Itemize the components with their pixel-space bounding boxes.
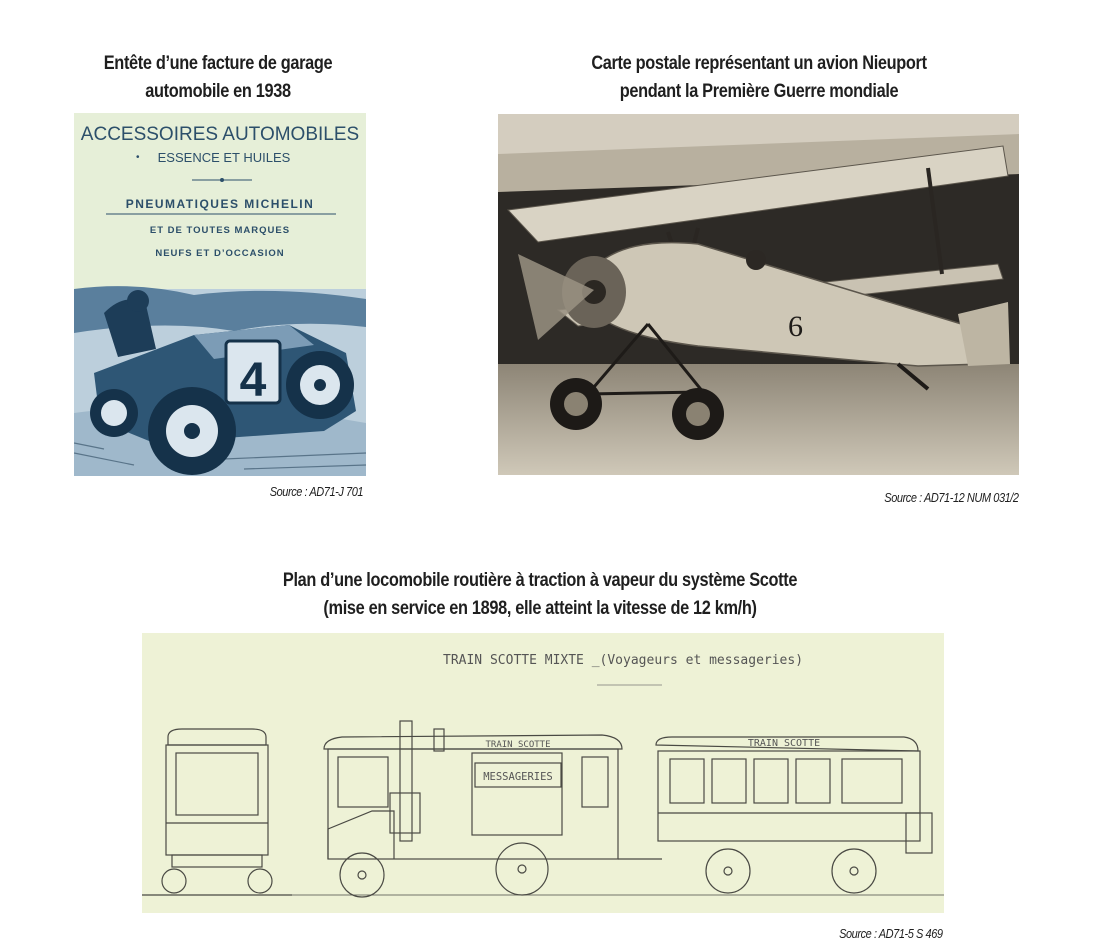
passenger-car-drawing [656,737,932,893]
locomotive-sign: TRAIN SCOTTE [485,740,551,750]
figure-2-caption-line-1: Carte postale représentant un avion Nieuport [591,53,927,74]
figure-1-source: Source : AD71-J 701 [269,485,363,499]
race-car-illustration [74,286,366,476]
nieuport-postcard-image [498,114,1019,475]
rear-view-drawing [142,729,292,895]
figure-2-caption-line-2: pendant la Première Guerre mondiale [619,81,899,102]
bullet-mark: • [136,152,140,163]
scotte-train-plan-image [142,633,944,913]
figure-3-caption [213,567,867,623]
car-sign: TRAIN SCOTTE [747,738,821,749]
figure-3-caption-line-2: (mise en service en 1898, elle atteint la vitesse de 12 km/h) [323,598,757,619]
header-line-3: PNEUMATIQUES MICHELIN [125,197,315,211]
header-line-2: ESSENCE ET HUILES [157,150,291,165]
figure-1-caption-line-1: Entête d’une facture de garage [103,53,333,74]
header-line-1: ACCESSOIRES AUTOMOBILES [80,124,360,145]
figure-1-caption-line-2: automobile en 1938 [145,81,291,102]
figure-2-caption [541,50,976,106]
figure-1-caption [80,50,355,106]
locomotive-panel-label: MESSAGERIES [483,771,553,783]
header-line-4: ET DE TOUTES MARQUES [149,225,291,236]
figure-3-source: Source : AD71-5 S 469 [839,927,943,941]
header-line-5: NEUFS ET D’OCCASION [155,248,285,259]
plane-number: 6 [788,310,803,343]
car-number: 4 [239,354,267,407]
plan-title: TRAIN SCOTTE MIXTE _(Voyageurs et messageries) [443,653,804,668]
divider-dot [220,178,224,182]
invoice-header-image [74,113,366,476]
figure-3-caption-line-1: Plan d’une locomobile routière à traction à vapeur du système Scotte [282,570,798,591]
figure-2-source: Source : AD71-12 NUM 031/2 [884,491,1019,505]
